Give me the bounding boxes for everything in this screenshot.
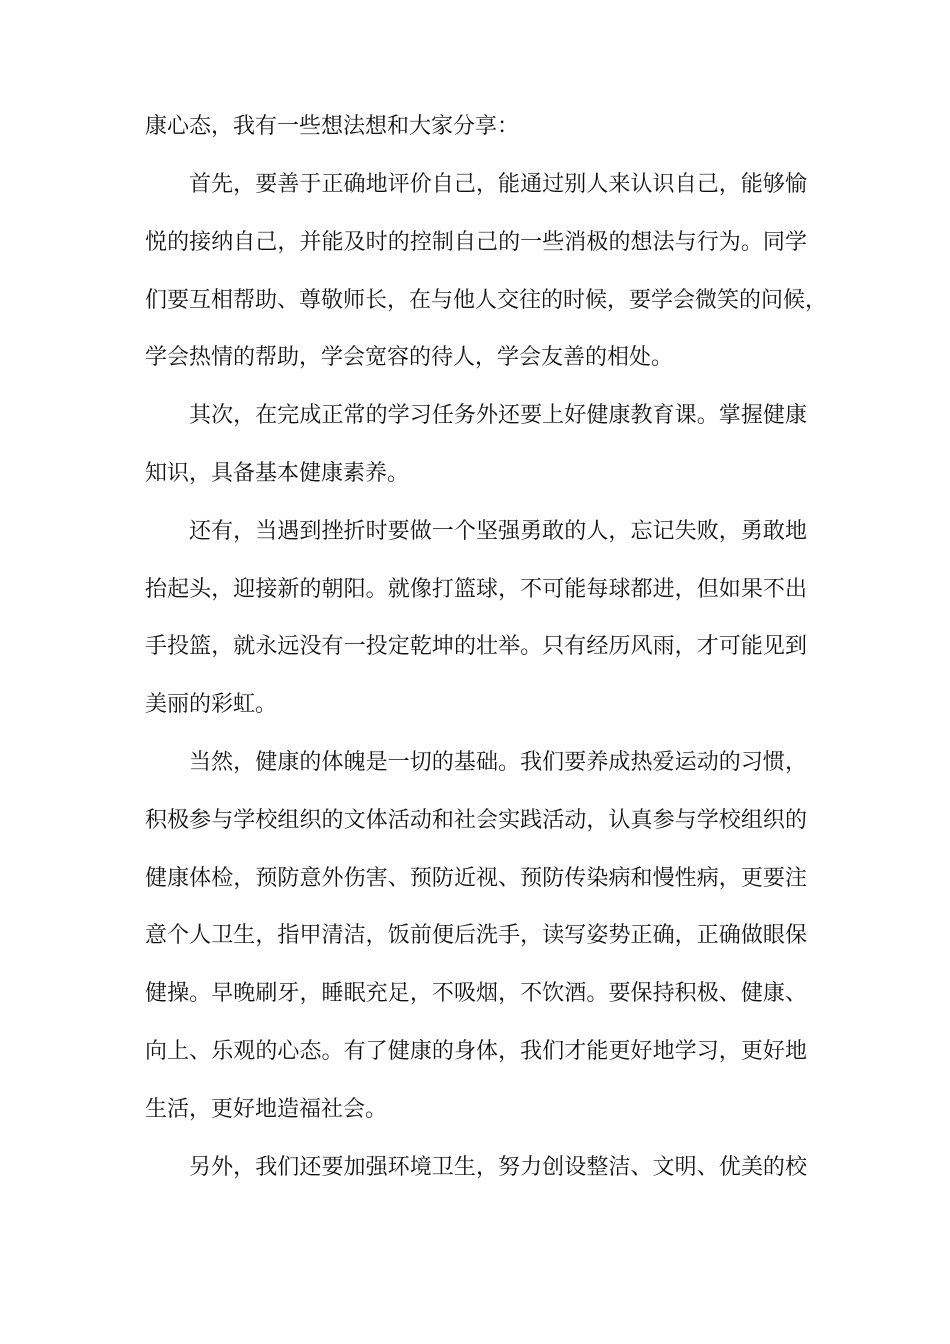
paragraph-line: 手投篮，就永远没有一投定乾坤的壮举。只有经历风雨，才可能见到: [145, 634, 807, 659]
paragraph-line: 其次，在完成正常的学习任务外还要上好健康教育课。掌握健康: [189, 403, 807, 428]
paragraph-line: 康心态，我有一些想法想和大家分享：: [145, 114, 520, 139]
paragraph-line: 积极参与学校组织的文体活动和社会实践活动，认真参与学校组织的: [145, 808, 807, 833]
paragraph-line: 当然，健康的体魄是一切的基础。我们要养成热爱运动的习惯，: [189, 750, 807, 775]
paragraph-line: 知识，具备基本健康素养。: [145, 461, 410, 486]
paragraph-line: 健操。早晚刷牙，睡眠充足，不吸烟，不饮酒。要保持积极、健康、: [145, 981, 807, 1006]
paragraph-line: 学会热情的帮助，学会宽容的待人，学会友善的相处。: [145, 345, 674, 370]
paragraph-line: 抬起头，迎接新的朝阳。就像打篮球，不可能每球都进，但如果不出: [145, 577, 807, 602]
paragraph-line: 意个人卫生，指甲清洁，饭前便后洗手，读写姿势正确，正确做眼保: [145, 923, 807, 948]
paragraph-line: 首先，要善于正确地评价自己，能通过别人来认识自己，能够愉: [189, 172, 807, 197]
paragraph-line: 们要互相帮助、尊敬师长，在与他人交往的时候，要学会微笑的问候，: [145, 288, 828, 313]
paragraph-line: 还有，当遇到挫折时要做一个坚强勇敢的人，忘记失败，勇敢地: [189, 519, 807, 544]
paragraph-line: 健康体检，预防意外伤害、预防近视、预防传染病和慢性病，更要注: [145, 866, 807, 891]
paragraph-line: 向上、乐观的心态。有了健康的身体，我们才能更好地学习，更好地: [145, 1039, 807, 1064]
paragraph-line: 生活，更好地造福社会。: [145, 1097, 388, 1122]
paragraph-line: 美丽的彩虹。: [145, 692, 278, 717]
paragraph-line: 另外，我们还要加强环境卫生，努力创设整洁、文明、优美的校: [189, 1155, 807, 1180]
paragraph-line: 悦的接纳自己，并能及时的控制自己的一些消极的想法与行为。同学: [145, 230, 807, 255]
